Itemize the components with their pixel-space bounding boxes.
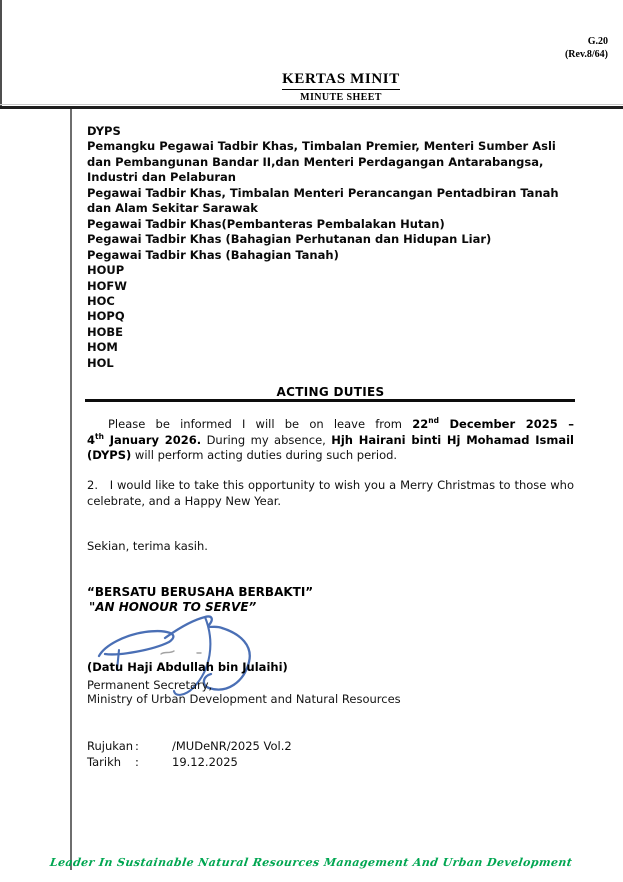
signatory-name: (Datu Haji Abdullah bin Julaihi) — [87, 660, 288, 674]
paragraph-leave-notice — [87, 417, 574, 464]
motto-english: "AN HONOUR TO SERVE” — [89, 600, 257, 614]
date-value: 19.12.2025 — [172, 755, 238, 769]
date-label: Tarikh — [87, 755, 122, 769]
text-line: celebrate, and a Happy New Year. — [87, 493, 282, 508]
scan-left-edge — [0, 0, 2, 106]
reference-colon: : — [135, 739, 139, 753]
form-code: G.20 — [587, 36, 608, 47]
section-heading: ACTING DUTIES — [276, 385, 385, 399]
text-line: 2. I would like to take this opportunity to wish you a Merry Christmas to those who — [87, 478, 574, 492]
margin-rule — [70, 109, 72, 870]
footer-tagline: Leader In Sustainable Natural Resources Management And Urban Development — [49, 856, 574, 869]
title-block — [58, 68, 623, 103]
date-colon: : — [135, 755, 139, 769]
closing-line: Sekian, terima kasih. — [87, 539, 208, 553]
recipient-line: HOUP — [87, 263, 125, 278]
recipient-line: HOC — [87, 293, 115, 308]
reference-block — [87, 738, 292, 770]
reference-row — [87, 738, 292, 754]
recipient-line: HOM — [87, 340, 118, 355]
reference-label: Rujukan — [87, 739, 134, 753]
text-line: (DYPS) will perform acting duties during such period. — [87, 448, 398, 462]
recipient-line: Industri dan Pelaburan — [87, 170, 236, 185]
signatory-title: Permanent Secretary, — [87, 678, 213, 692]
signatory-organization: Ministry of Urban Development and Natural Resources — [87, 692, 401, 706]
recipient-line: Pegawai Tadbir Khas (Bahagian Tanah) — [87, 247, 339, 262]
header-rule — [0, 106, 623, 109]
page-subtitle: MINUTE SHEET — [300, 92, 382, 103]
form-revision: (Rev.8/64) — [564, 48, 608, 60]
recipient-list — [87, 124, 607, 371]
paragraph-greetings — [87, 478, 574, 509]
date-row — [87, 754, 292, 770]
recipient-line: HOFW — [87, 278, 127, 293]
reference-number: /MUDeNR/2025 Vol.2 — [172, 739, 292, 753]
recipient-line: DYPS — [87, 124, 121, 138]
recipient-line: Pegawai Tadbir Khas, Timbalan Menteri Perancangan Pentadbiran Tanah — [87, 185, 559, 200]
page-title: KERTAS MINIT — [282, 71, 400, 90]
recipient-line: Pegawai Tadbir Khas(Pembanteras Pembalakan Hutan) — [87, 216, 445, 231]
recipient-line: dan Pembangunan Bandar II,dan Menteri Perdagangan Antarabangsa, — [87, 154, 544, 169]
recipient-line: HOL — [87, 355, 114, 370]
header-rule-shadow — [0, 104, 623, 105]
text-line: Please be informed I will be on leave from 22nd December 2025 – — [108, 416, 575, 431]
footer — [0, 851, 623, 870]
form-code-block — [565, 36, 608, 61]
recipient-line: dan Alam Sekitar Sarawak — [87, 201, 258, 216]
section-underline — [85, 399, 575, 402]
text-line: 4th January 2026. During my absence, Hjh Hairani binti Hj Mohamad Ismail — [87, 431, 574, 447]
recipient-line: Pegawai Tadbir Khas (Bahagian Perhutanan dan Hidupan Liar) — [87, 232, 492, 247]
motto-malay: “BERSATU BERUSAHA BERBAKTI” — [87, 585, 314, 599]
recipient-line: HOPQ — [87, 309, 125, 324]
recipient-line: HOBE — [87, 324, 124, 339]
recipient-line: Pemangku Pegawai Tadbir Khas, Timbalan Premier, Menteri Sumber Asli — [87, 139, 556, 154]
